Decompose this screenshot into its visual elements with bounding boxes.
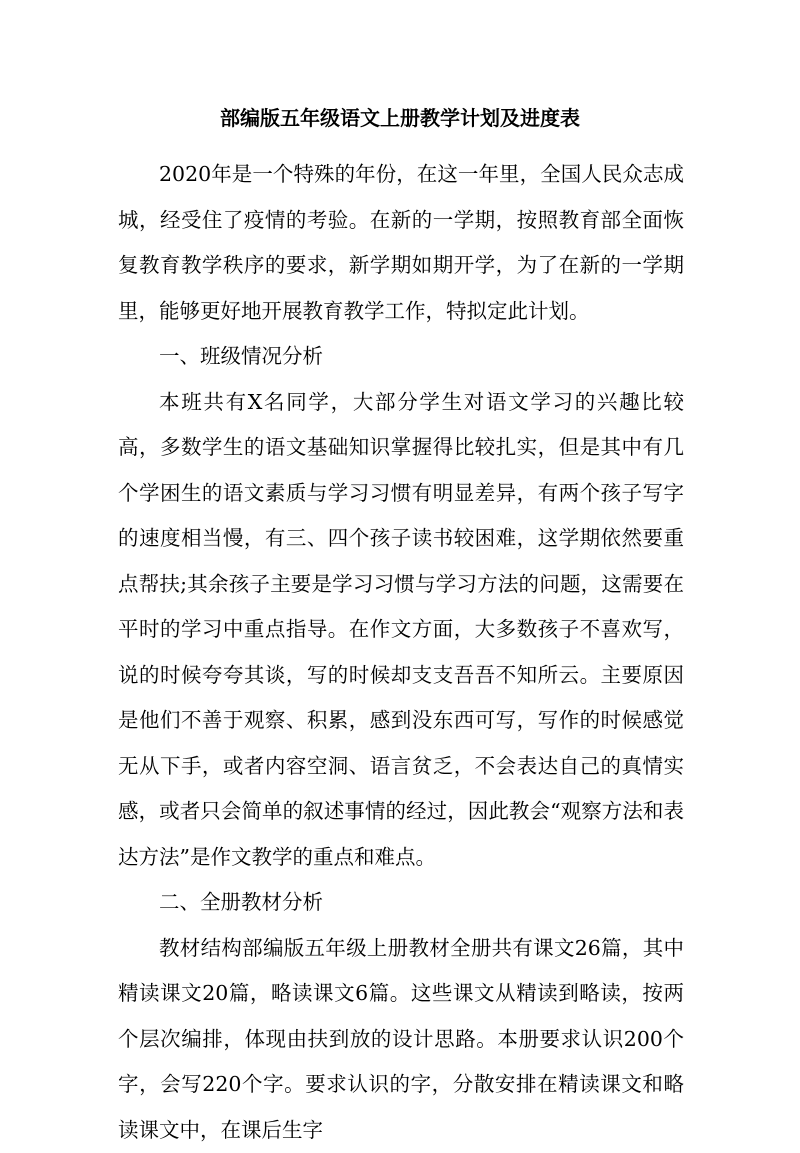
intro-paragraph: 2020年是一个特殊的年份，在这一年里，全国人民众志成城，经受住了疫情的考验。在新的一学期，按照教育部全面恢复教育教学秩序的要求，新学期如期开学，为了在新的一学期里，能够更好地开展教育教学工作，特拟定此计划。 <box>118 152 684 334</box>
textbook-analysis-paragraph: 教材结构部编版五年级上册教材全册共有课文26篇，其中精读课文20篇，略读课文6篇。这些课文从精读到略读，按两个层次编排，体现由扶到放的设计思路。本册要求认识200个字，会写220个字。要求认识的字，分散安排在精读课文和略读课文中，在课后生字 <box>118 926 684 1153</box>
class-analysis-paragraph: 本班共有X名同学，大部分学生对语文学习的兴趣比较高，多数学生的语文基础知识掌握得比较扎实，但是其中有几个学困生的语文素质与学习习惯有明显差异，有两个孩子写字的速度相当慢，有三、四个孩子读书较困难，这学期依然要重点帮扶;其余孩子主要是学习习惯与学习方法的问题，这需要在平时的学习中重点指导。在作文方面，大多数孩子不喜欢写，说的时候夸夸其谈，写的时候却支支吾吾不知所云。主要原因是他们不善于观察、积累，感到没东西可写，写作的时候感觉无从下手，或者内容空洞、语言贫乏，不会表达自己的真情实感，或者只会简单的叙述事情的经过，因此教会“观察方法和表达方法”是作文教学的重点和难点。 <box>118 380 684 881</box>
section-heading-class-analysis: 一、班级情况分析 <box>118 334 684 380</box>
document-body <box>118 152 684 1153</box>
section-heading-textbook-analysis: 二、全册教材分析 <box>118 880 684 926</box>
document-title: 部编版五年级语文上册教学计划及进度表 <box>0 104 800 132</box>
